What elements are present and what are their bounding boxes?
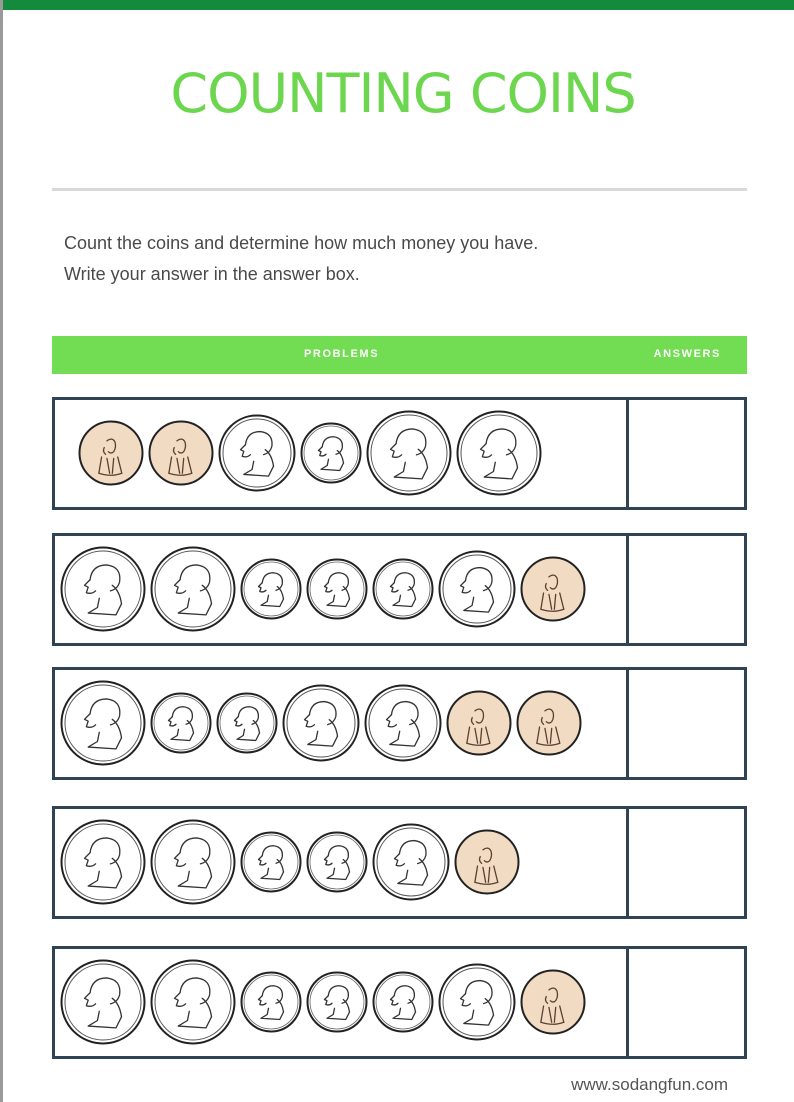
penny-coin <box>148 420 214 486</box>
title-divider <box>52 188 747 191</box>
penny-coin <box>454 829 520 895</box>
problems-column-header: PROBLEMS <box>304 348 380 360</box>
quarter-coin <box>60 959 146 1045</box>
penny-coin <box>516 690 582 756</box>
dime-coin <box>372 558 434 620</box>
answer-box[interactable] <box>629 946 747 1059</box>
page-edge <box>0 0 3 1102</box>
quarter-coin <box>366 410 452 496</box>
answer-box[interactable] <box>629 533 747 646</box>
penny-coin <box>520 969 586 1035</box>
penny-coin <box>446 690 512 756</box>
table-header <box>52 336 747 374</box>
nickel-coin <box>438 963 516 1041</box>
dime-coin <box>306 971 368 1033</box>
quarter-coin <box>60 819 146 905</box>
nickel-coin <box>438 550 516 628</box>
instruction-line: Write your answer in the answer box. <box>64 264 360 284</box>
quarter-coin <box>150 546 236 632</box>
nickel-coin <box>372 823 450 901</box>
instruction-line: Count the coins and determine how much money you have. <box>64 233 539 253</box>
penny-coin <box>520 556 586 622</box>
dime-coin <box>150 692 212 754</box>
quarter-coin <box>456 410 542 496</box>
dime-coin <box>240 971 302 1033</box>
quarter-coin <box>60 546 146 632</box>
nickel-coin <box>282 684 360 762</box>
dime-coin <box>306 831 368 893</box>
answer-box[interactable] <box>629 667 747 780</box>
dime-coin <box>372 971 434 1033</box>
quarter-coin <box>60 680 146 766</box>
instructions <box>64 228 744 290</box>
dime-coin <box>306 558 368 620</box>
nickel-coin <box>364 684 442 762</box>
answer-box[interactable] <box>629 397 747 510</box>
dime-coin <box>216 692 278 754</box>
answers-column-header: ANSWERS <box>653 348 721 360</box>
penny-coin <box>78 420 144 486</box>
nickel-coin <box>218 414 296 492</box>
quarter-coin <box>150 819 236 905</box>
dime-coin <box>300 422 362 484</box>
dime-coin <box>240 831 302 893</box>
answer-box[interactable] <box>629 806 747 919</box>
dime-coin <box>240 558 302 620</box>
quarter-coin <box>150 959 236 1045</box>
page-title: COUNTING COINS <box>170 62 636 125</box>
footer-website: www.sodangfun.com <box>571 1075 728 1094</box>
top-accent-bar <box>0 0 794 10</box>
